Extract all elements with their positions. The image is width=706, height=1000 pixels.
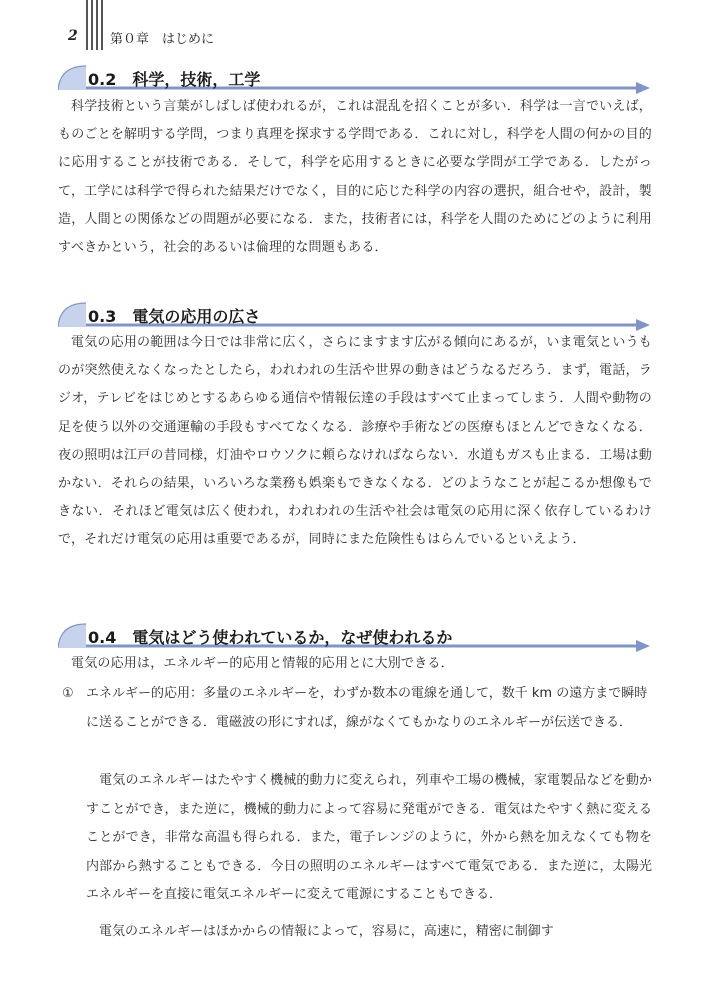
section-title: 0.3 電気の応用の広さ bbox=[88, 307, 261, 326]
section-heading-0-3 bbox=[58, 301, 652, 331]
section-title: 0.2 科学，技術，工学 bbox=[88, 70, 261, 89]
header-rule-bars bbox=[86, 0, 104, 50]
sub-paragraph: 電気のエネルギーはほかからの情報によって，容易に，高速に，精密に制御す bbox=[99, 924, 554, 939]
section-title: 0.4 電気はどう使われているか，なぜ使われるか bbox=[88, 628, 453, 647]
section-paragraph: 科学技術という言葉がしばしば使われるが，これは混乱を招くことが多い．科学は一言でいえば，ものごとを解明する学問，つまり真理を探求する学問である．これに対し，科学を人間の何かの目的に応用することが技術である．そして，科学を応用するときに必要な学問が工学である．したがって，工学には科学で得られた結果だけでなく，目的に応じた科学の内容の選択，組合せや，設計，製造，人間との関係などの問題が必要になる．また，技術者には，科学を人間のためにどのように利用すべきかという，社会的あるいは倫理的な問題もある． bbox=[58, 99, 653, 256]
list-marker: ① bbox=[62, 686, 74, 701]
section-heading-0-2 bbox=[58, 64, 652, 94]
page-number: 2 bbox=[68, 28, 78, 44]
chapter-title: 第０章 はじめに bbox=[110, 32, 215, 47]
sub-paragraph: 電気のエネルギーはたやすく機械的動力に変えられ，列車や工場の機械，家電製品などを動かすことができ，また逆に，機械的動力によって容易に発電ができる．電気はたやすく熱に変えることができ，非常な高温も得られる．また，電子レンジのように，外から熱を加えなくても物を内部から熱することもできる．今日の照明のエネルギーはすべて電気である．また逆に，太陽光エネルギーを直接に電気エネルギーに変えて電源にすることもできる． bbox=[86, 773, 652, 903]
page-header bbox=[0, 0, 706, 52]
list-item-text: エネルギー的応用：多量のエネルギーを，わずか数本の電線を通して，数千 km の遠方まで瞬時に送ることができる．電磁波の形にすれば，線がなくてもかなりのエネルギーが伝送できる． bbox=[86, 686, 648, 730]
section-paragraph: 電気の応用の範囲は今日では非常に広く，さらにますます広がる傾向にあるが，いま電気というものが突然使えなくなったとしたら，われわれの生活や世界の動きはどうなるだろう．まず，電話，ラジオ，テレビをはじめとするあらゆる通信や情報伝達の手段はすべて止まってしまう．人間や動物の足を使う以外の交通運輸の手段もすべてなくなる．診療や手術などの医療もほとんどできなくなる．夜の照明は江戸の昔同様，灯油やロウソクに頼らなければならない．水道もガスも止まる．工場は動かない．それらの結果，いろいろな業務も娯楽もできなくなる．どのようなことが起こるか想像もできない．それほど電気は広く使われ，われわれの生活や社会は電気の応用に深く依存しているわけで，それだけ電気の応用は重要であるが，同時にまた危険性もはらんでいるといえよう． bbox=[58, 335, 653, 548]
section-intro: 電気の応用は，エネルギー的応用と情報的応用とに大別できる． bbox=[71, 656, 454, 671]
list-item bbox=[62, 680, 652, 737]
section-heading-0-4 bbox=[58, 622, 652, 652]
